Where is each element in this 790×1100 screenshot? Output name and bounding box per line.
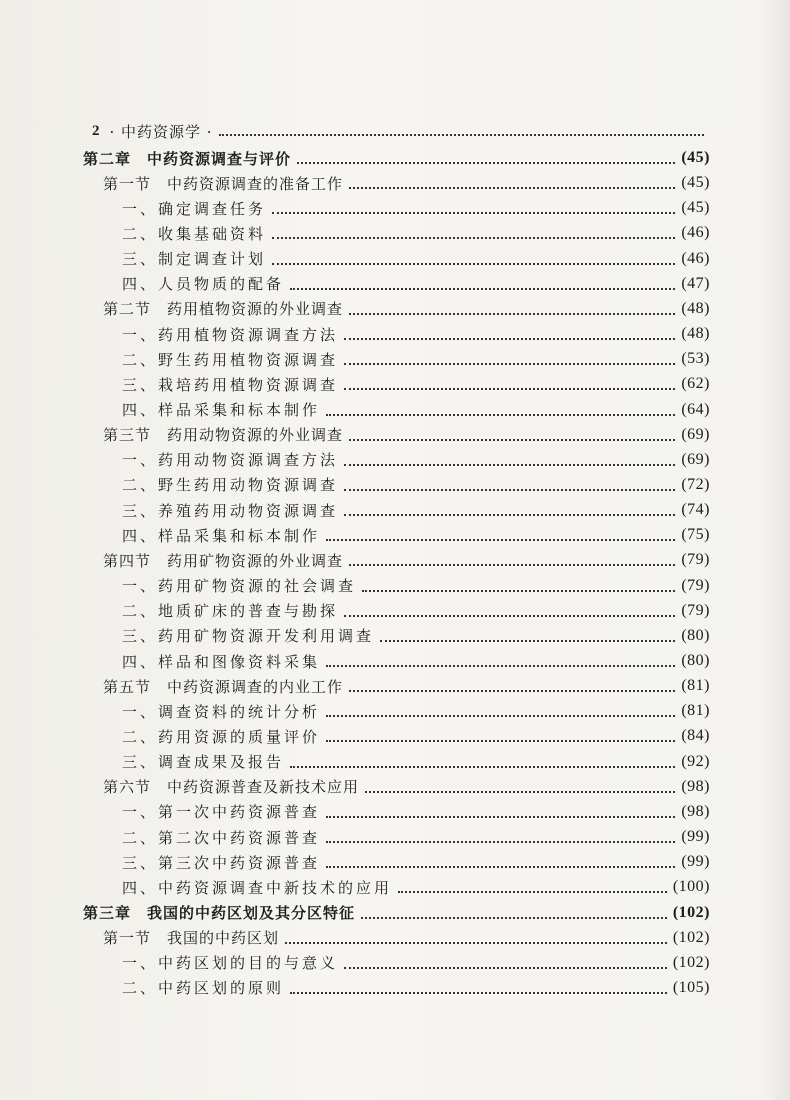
- toc-section-row: [103, 674, 710, 698]
- toc-section-row: [103, 775, 710, 799]
- toc-entry-title: 三、药用矿物资源开发利用调查: [122, 627, 375, 646]
- toc-section-row: [103, 423, 710, 447]
- toc-page-number: (79): [681, 576, 710, 594]
- toc-page-number: (74): [681, 501, 710, 519]
- toc-page-number: (48): [681, 299, 710, 317]
- dot-leader: [326, 412, 675, 416]
- header-dot-rule: [219, 132, 704, 136]
- toc-entry-title: 三、调查成果及报告: [122, 753, 285, 772]
- toc-entry-title: 三、制定调查计划: [122, 250, 267, 269]
- toc-page-number: (45): [681, 199, 710, 217]
- toc-page-number: (45): [681, 149, 710, 166]
- toc-page-number: (102): [672, 953, 710, 971]
- dot-leader: [344, 462, 675, 466]
- toc-page-number: (46): [681, 249, 710, 267]
- dot-leader: [290, 764, 675, 768]
- dot-leader: [326, 537, 675, 541]
- running-header: [92, 121, 704, 141]
- toc-entry-title: 四、样品和图像资料采集: [122, 652, 321, 671]
- toc-entry-title: 二、野生药用植物资源调查: [122, 350, 339, 369]
- toc-entry-title: 第六节 中药资源普查及新技术应用: [103, 778, 360, 797]
- toc-subsection-row: [122, 574, 710, 598]
- toc-page-number: (72): [681, 475, 710, 493]
- toc-entry-title: 三、养殖药用动物资源调查: [122, 501, 339, 520]
- toc-page-number: (99): [681, 853, 710, 871]
- toc-entry-title: 三、第三次中药资源普查: [122, 853, 321, 872]
- toc-entry-title: 二、收集基础资料: [122, 224, 267, 243]
- dot-leader: [326, 663, 675, 667]
- toc-entry-title: 第四节 药用矿物资源的外业调查: [103, 551, 344, 570]
- toc-page-number: (102): [672, 928, 710, 946]
- toc-page-number: (92): [681, 752, 710, 770]
- dot-leader: [326, 839, 675, 843]
- toc-entry-title: 第一节 中药资源调查的准备工作: [103, 174, 344, 193]
- toc-page-number: (105): [672, 978, 710, 996]
- page-edge-shadow: [762, 0, 790, 1100]
- page-number: 2: [92, 122, 100, 139]
- toc-subsection-row: [122, 951, 710, 975]
- toc-chapter-row: [83, 146, 710, 170]
- toc-subsection-row: [122, 448, 710, 472]
- dot-leader: [344, 336, 675, 340]
- toc-subsection-row: [122, 196, 710, 220]
- toc-entry-title: 一、确定调查任务: [122, 199, 267, 218]
- dot-leader: [398, 889, 667, 893]
- dot-leader: [380, 638, 675, 642]
- toc-page-number: (75): [681, 526, 710, 544]
- toc-page-number: (99): [681, 828, 710, 846]
- dot-leader: [344, 487, 675, 491]
- toc-page-number: (48): [681, 325, 710, 343]
- toc-entry-title: 二、第二次中药资源普查: [122, 828, 321, 847]
- toc-entry-title: 一、药用矿物资源的社会调查: [122, 577, 357, 596]
- toc-entry-title: 一、第一次中药资源普查: [122, 803, 321, 822]
- toc-section-row: [103, 297, 710, 321]
- toc-section-row: [103, 926, 710, 950]
- toc-subsection-row: [122, 398, 710, 422]
- toc-subsection-row: [122, 599, 710, 623]
- toc-subsection-row: [122, 498, 710, 522]
- toc-page-number: (53): [681, 350, 710, 368]
- toc-page-number: (64): [681, 400, 710, 418]
- dot-leader: [326, 738, 675, 742]
- toc-subsection-row: [122, 850, 710, 874]
- dot-leader: [285, 940, 667, 944]
- toc-entry-title: 二、药用资源的质量评价: [122, 727, 321, 746]
- toc-entry-title: 一、调查资料的统计分析: [122, 702, 321, 721]
- dot-leader: [344, 361, 675, 365]
- toc-page-number: (81): [681, 677, 710, 695]
- toc-page-number: (84): [681, 727, 710, 745]
- toc-entry-title: 一、药用动物资源调查方法: [122, 451, 339, 470]
- dot-leader: [326, 864, 675, 868]
- toc-entry-title: 一、药用植物资源调查方法: [122, 325, 339, 344]
- toc-subsection-row: [122, 825, 710, 849]
- dot-leader: [344, 965, 667, 969]
- toc-entry-title: 第二节 药用植物资源的外业调查: [103, 300, 344, 319]
- toc-page-number: (79): [681, 601, 710, 619]
- dot-leader: [349, 185, 675, 189]
- toc-page-number: (79): [681, 551, 710, 569]
- toc-subsection-row: [122, 875, 710, 899]
- toc-entry-title: 四、人员物质的配备: [122, 275, 285, 294]
- toc-entry-title: 四、样品采集和标本制作: [122, 401, 321, 419]
- dot-leader: [272, 235, 675, 239]
- toc-page-number: (98): [681, 777, 710, 795]
- toc-subsection-row: [122, 372, 710, 396]
- dot-leader: [344, 386, 675, 390]
- toc-page-number: (100): [672, 878, 710, 896]
- toc-page-number: (102): [672, 903, 710, 921]
- toc-subsection-row: [122, 624, 710, 648]
- toc-chapter-row: [83, 901, 710, 925]
- dot-leader: [362, 588, 675, 592]
- toc-page-number: (80): [681, 626, 710, 644]
- toc-section-row: [103, 548, 710, 572]
- dot-leader: [326, 814, 675, 818]
- dot-leader: [272, 261, 675, 265]
- toc-subsection-row: [122, 750, 710, 774]
- toc-page-number: (69): [681, 425, 710, 443]
- dot-leader: [290, 286, 675, 290]
- toc-subsection-row: [122, 247, 710, 271]
- dot-leader: [290, 990, 667, 994]
- toc-entry-title: 第三节 药用动物资源的外业调查: [103, 426, 344, 445]
- toc-subsection-row: [122, 523, 710, 547]
- toc-subsection-row: [122, 699, 710, 723]
- toc-entry-title: 四、中药资源调查中新技术的应用: [122, 878, 393, 897]
- toc-entry-title: 第三章 我国的中药区划及其分区特征: [83, 904, 356, 922]
- dot-leader: [349, 562, 675, 566]
- toc-subsection-row: [122, 272, 710, 296]
- toc-entry-title: 二、野生药用动物资源调查: [122, 476, 339, 495]
- dot-leader: [344, 613, 675, 617]
- toc-subsection-row: [122, 347, 710, 371]
- toc-entry-title: 第一节 我国的中药区划: [103, 929, 280, 948]
- toc-page-number: (47): [681, 274, 710, 292]
- dot-leader: [344, 512, 675, 516]
- dot-leader: [326, 713, 675, 717]
- toc-page-number: (62): [681, 375, 710, 393]
- toc-section-row: [103, 171, 710, 195]
- running-title: · 中药资源学 ·: [109, 122, 213, 141]
- toc-entry-title: 一、中药区划的目的与意义: [122, 954, 339, 973]
- toc-entry-title: 二、中药区划的原则: [122, 979, 285, 998]
- dot-leader: [349, 437, 675, 441]
- toc-subsection-row: [122, 649, 710, 673]
- toc-subsection-row: [122, 221, 710, 245]
- toc-entry-title: 四、样品采集和标本制作: [122, 526, 321, 545]
- toc-entry-title: 二、地质矿床的普查与勘探: [122, 602, 339, 621]
- toc-subsection-row: [122, 724, 710, 748]
- toc-subsection-row: [122, 800, 710, 824]
- toc-entry-title: 第二章 中药资源调查与评价: [83, 149, 292, 168]
- toc-page-number: (46): [681, 224, 710, 242]
- toc-page-number: (80): [681, 652, 710, 669]
- toc-page-number: (45): [681, 174, 710, 192]
- dot-leader: [272, 210, 675, 214]
- dot-leader: [349, 311, 675, 315]
- dot-leader: [365, 789, 675, 793]
- toc-subsection-row: [122, 322, 710, 346]
- toc-subsection-row: [122, 976, 710, 1000]
- toc-page-number: (81): [681, 702, 710, 720]
- dot-leader: [349, 688, 675, 692]
- dot-leader: [361, 915, 667, 919]
- toc-entry-title: 三、栽培药用植物资源调查: [122, 375, 339, 394]
- toc-subsection-row: [122, 473, 710, 497]
- toc-entry-title: 第五节 中药资源调查的内业工作: [103, 677, 344, 696]
- toc-page-number: (69): [681, 450, 710, 468]
- dot-leader: [297, 160, 675, 164]
- toc-page-number: (98): [681, 802, 710, 820]
